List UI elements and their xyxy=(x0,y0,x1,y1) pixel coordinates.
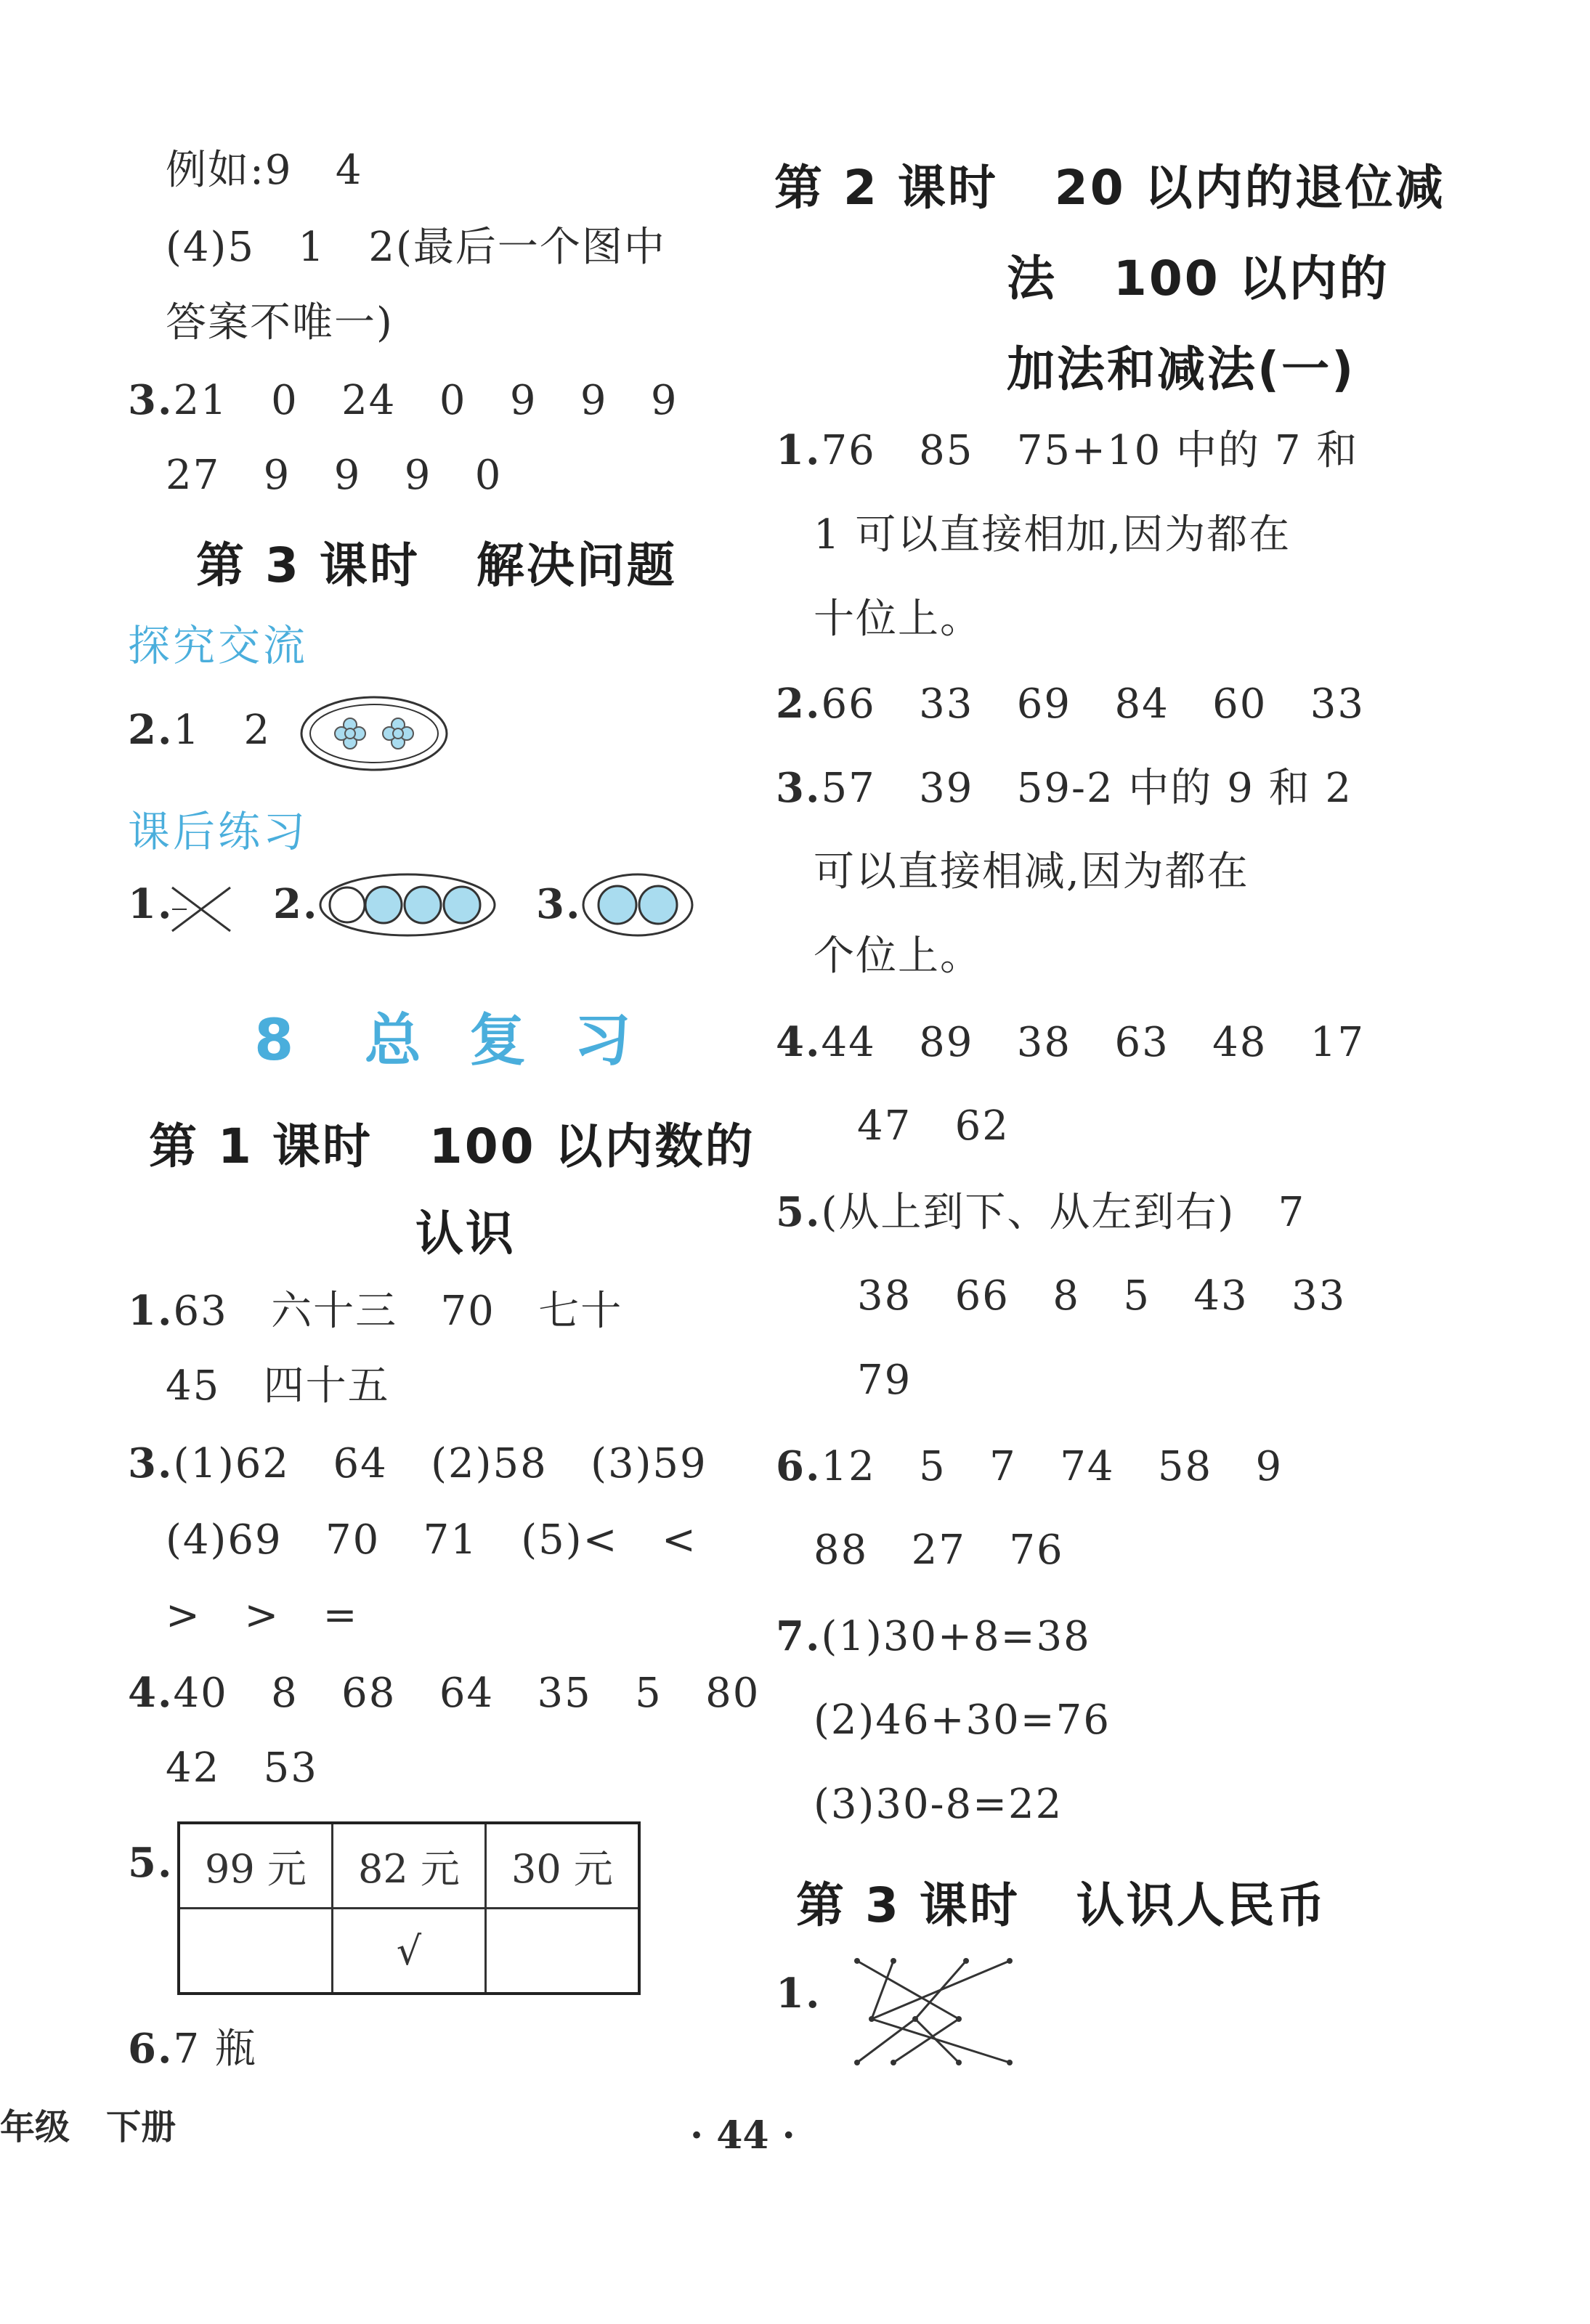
sub-1-row3: 十位上。 xyxy=(814,596,982,643)
practice-1-label: 1. xyxy=(128,880,174,928)
practice-2-label: 2. xyxy=(273,880,319,928)
explore-subheading: 探究交流 xyxy=(128,621,309,670)
sub-6-row2: 88 27 76 xyxy=(814,1527,1064,1574)
sub-4-row2: 47 62 xyxy=(857,1102,1010,1150)
sub-7-row3: (3)30-8=22 xyxy=(814,1781,1063,1828)
price-cell: 30 元 xyxy=(486,1823,640,1909)
lesson-3-heading: 第 3 课时 解决问题 xyxy=(196,537,677,593)
chapter-8-heading: 8 总 复 习 xyxy=(254,1008,634,1073)
answer-4-line: (4)5 1 2(最后一个图中 xyxy=(166,224,666,271)
answer-3-row1: 3.21 0 24 0 9 9 9 xyxy=(128,376,678,424)
answer-3-row2: 27 9 9 9 0 xyxy=(166,452,503,499)
sub-6-row1: 6.12 5 7 74 58 9 xyxy=(776,1442,1283,1490)
review-1-row1: 1.63 六十三 70 七十 xyxy=(128,1287,623,1335)
cross-lines-icon xyxy=(169,880,234,938)
review-4-row2: 42 53 xyxy=(166,1744,318,1792)
review-6-row: 6.7 瓶 xyxy=(128,2025,257,2073)
review-4-row1: 4.40 8 68 64 35 5 80 xyxy=(128,1669,760,1717)
circles-oval-icon xyxy=(317,871,498,938)
mark-cell xyxy=(179,1909,333,1994)
lesson-2-heading-c: 加法和减法(一) xyxy=(1007,341,1356,397)
checkmark-cell: √ xyxy=(333,1909,486,1994)
sub-2-row1: 2.66 33 69 84 60 33 xyxy=(776,680,1366,728)
example-line: 例如:9 4 xyxy=(166,147,363,194)
flower-oval-icon xyxy=(298,694,450,773)
review-5-label: 5. xyxy=(128,1839,174,1887)
price-table xyxy=(177,1821,641,1995)
table-row xyxy=(179,1823,639,1909)
explore-answer-2: 2.1 2 xyxy=(128,706,272,754)
lesson-1-heading-b: 认识 xyxy=(415,1206,516,1261)
sub-1-row2: 1 可以直接相加,因为都在 xyxy=(814,511,1291,558)
after-class-subheading: 课后练习 xyxy=(128,807,309,856)
two-circles-oval-icon xyxy=(580,871,696,938)
review-3-row1: 3.(1)62 64 (2)58 (3)59 xyxy=(128,1439,707,1487)
sub-3-row3: 个位上。 xyxy=(814,933,982,980)
lesson-2-heading-b: 法 100 以内的 xyxy=(1007,251,1390,306)
price-cell: 99 元 xyxy=(179,1823,333,1909)
sub-4-row1: 4.44 89 38 63 48 17 xyxy=(776,1018,1366,1066)
sub-5-row3: 79 xyxy=(857,1357,912,1404)
sub-5-row1: 5.(从上到下、从左到右) 7 xyxy=(776,1188,1306,1236)
review-3-row2: (4)69 70 71 (5)< < xyxy=(166,1516,697,1564)
footer-grade-label: 年级 下册 xyxy=(0,2107,177,2148)
lesson-1-heading-a: 第 1 课时 100 以内数的 xyxy=(149,1118,755,1174)
review-3-row3: > > = xyxy=(166,1592,359,1639)
page-number: · 44 · xyxy=(690,2113,795,2158)
answer-note-line: 答案不唯一) xyxy=(166,299,394,346)
lesson-3-rmb-heading: 第 3 课时 认识人民币 xyxy=(796,1877,1327,1933)
sub-3-row2: 可以直接相减,因为都在 xyxy=(814,848,1249,895)
price-cell: 82 元 xyxy=(333,1823,486,1909)
sub-7-row1: 7.(1)30+8=38 xyxy=(776,1612,1091,1660)
sub-7-row2: (2)46+30=76 xyxy=(814,1697,1111,1744)
sub-3-row1: 3.57 39 59-2 中的 9 和 2 xyxy=(776,764,1353,812)
review-1-row2: 45 四十五 xyxy=(166,1362,390,1410)
matching-lines-icon xyxy=(850,1946,1024,2077)
lesson-2-heading-a: 第 2 课时 20 以内的退位减 xyxy=(774,160,1445,216)
table-row xyxy=(179,1909,639,1994)
practice-3-label: 3. xyxy=(536,880,582,928)
mark-cell xyxy=(486,1909,640,1994)
sub-1-row1: 1.76 85 75+10 中的 7 和 xyxy=(776,426,1359,474)
sub-5-row2: 38 66 8 5 43 33 xyxy=(857,1272,1347,1320)
rmb-1-label: 1. xyxy=(776,1970,822,2018)
